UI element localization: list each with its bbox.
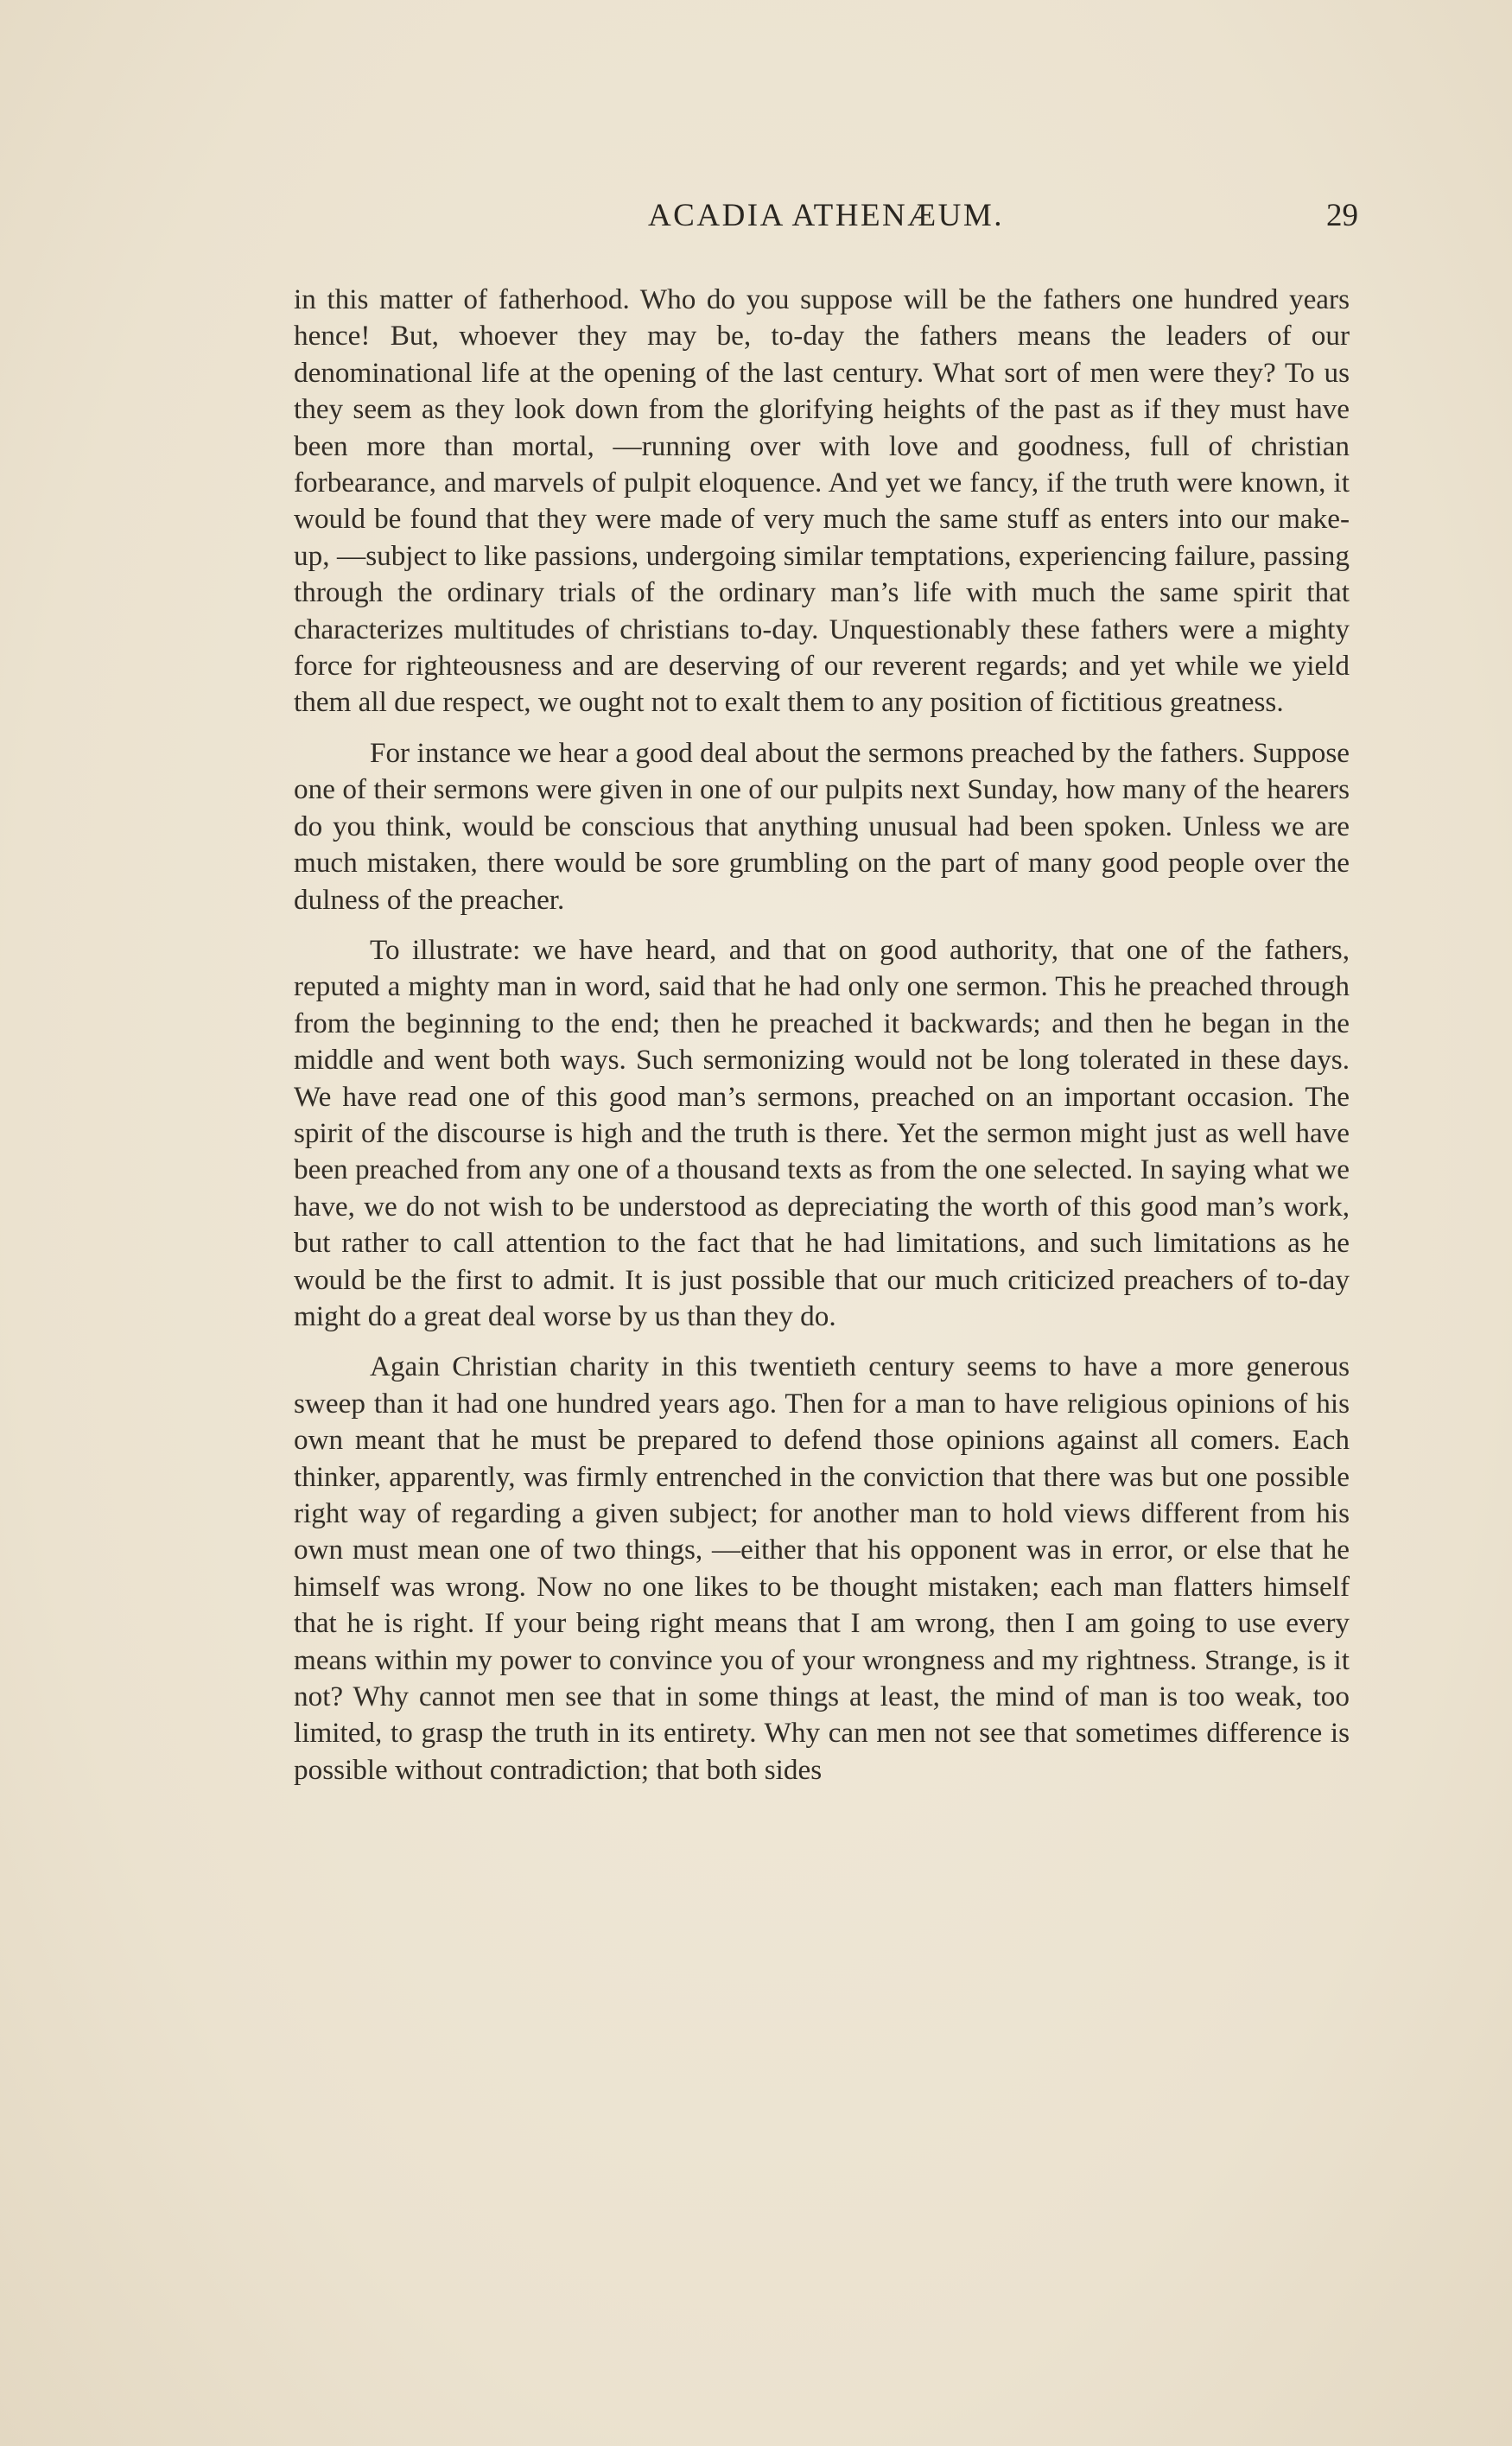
paragraph-fatherhood: in this matter of fatherhood. Who do you suppose will be the fathers one hundred years hence! But, whoever they may be, to-day the fathers means the leaders of our denominational life at the opening of the last century. What sort of men were they? To us they seem as they look down from the glorifying heights of the past as if they must have been more than mortal, —running over with love and goodness, full of christian forbearance, and marvels of pulpit eloquence. And yet we fancy, if the truth were known, it would be found that they were made of very much the same stuff as enters into our make-up, —subject to like passions, undergoing similar temptations, experiencing failure, passing through the ordinary trials of the ordinary man’s life with much the same spirit that characterizes multitudes of christians to-day. Unquestionably these fathers were a mighty force for righteousness and are deserving of our reverent regards; and yet while we yield them all due respect, we ought not to exalt them to any position of fictitious greatness. — [294, 283, 1350, 719]
journal-title: ACADIA ATHENÆUM. — [647, 198, 1005, 233]
paragraph-sermons: For instance we hear a good deal about the sermons preached by the fathers. Suppose one of their sermons were given in one of our pulpits next Sunday, how many of the hearers do you think, would be conscious that anything unusual had been spoken. Unless we are much mistaken, there would be sore grumbling on the part of many good people over the dulness of the preacher. — [294, 736, 1350, 916]
paragraph-christian-charity: Again Christian charity in this twentieth century seems to have a more generous sweep than it had one hundred years ago. Then for a man to have religious opinions of his own meant that he must be prepared to defend those opinions against all comers. Each thinker, apparently, was firmly entrenched in the conviction that there was but one possible right way of regarding a given subject; for another man to hold views different from his own must mean one of two things, —either that his opponent was in error, or else that he himself was wrong. Now no one likes to be thought mistaken; each man flatters himself that he is right. If your being right means that I am wrong, then I am going to use every means within my power to convince you of your wrongness and my rightness. Strange, is it not? Why cannot men see that in some things at least, the mind of man is too weak, too limited, to grasp the truth in its entirety. Why can men not see that sometimes difference is possible without contradiction; that both sides — [294, 1350, 1350, 1786]
running-head — [294, 197, 1358, 249]
page-number: 29 — [1326, 198, 1358, 233]
paragraph-illustration: To illustrate: we have heard, and that on good authority, that one of the fathers, reputed a mighty man in word, said that he had only one sermon. This he preached through from the beginning to the end; then he preached it backwards; and then he began in the middle and went both ways. Such sermonizing would not be long tolerated in these days. We have read one of this good man’s sermons, preached on an important occasion. The spirit of the discourse is high and the truth is there. Yet the sermon might just as well have been preached from any one of a thousand texts as from the one selected. In saying what we have, we do not wish to be understood as depreciating the worth of this good man’s work, but rather to call attention to the fact that he had limitations, and such limitations as he would be the first to admit. It is just possible that our much criticized preachers of to-day might do a great deal worse by us than they do. — [294, 933, 1350, 1332]
article-body — [294, 282, 1350, 1802]
